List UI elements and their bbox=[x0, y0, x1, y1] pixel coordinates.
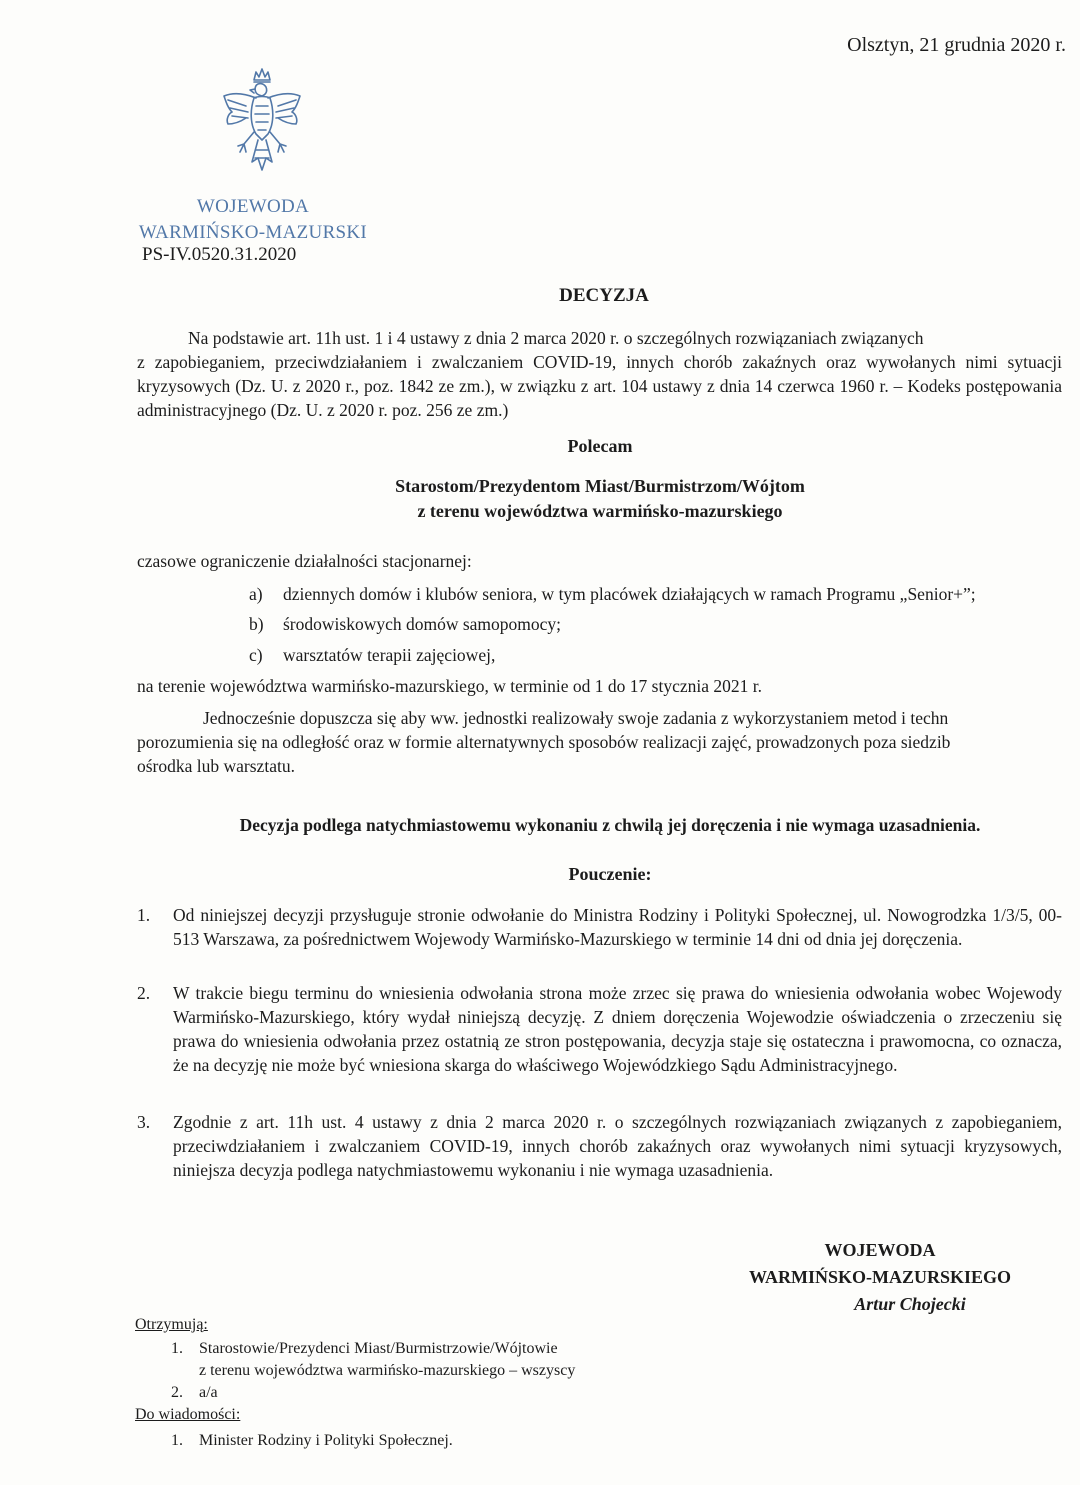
restriction-intro: czasowe ograniczenie działalności stacjonarnej: bbox=[137, 551, 472, 571]
restriction-item-a bbox=[249, 584, 1079, 605]
simultaneous-line-2: porozumienia się na odległość oraz w formie alternatywnych sposobów realizacji zajęć, prowadzonych poza siedzib bbox=[137, 732, 951, 752]
cc-item-1 bbox=[135, 1430, 695, 1452]
signature-block bbox=[730, 1237, 1030, 1318]
date-line: Olsztyn, 21 grudnia 2020 r. bbox=[847, 34, 1066, 56]
recipient-line-2: z terenu województwa warmińsko-mazurskiego – wszyscy bbox=[199, 1362, 576, 1379]
instruction-heading: Pouczenie: bbox=[568, 864, 652, 884]
restriction-item-letter: c) bbox=[249, 645, 263, 665]
recipients-section bbox=[135, 1314, 695, 1452]
order-verb: Polecam bbox=[567, 436, 633, 456]
restriction-item-letter: b) bbox=[249, 614, 264, 634]
recipient-line-1: a/a bbox=[199, 1384, 218, 1401]
immediate-execution-note: Decyzja podlega natychmiastowemu wykonaniu z chwilą jej doręczenia i nie wymaga uzasadnienia. bbox=[239, 815, 981, 835]
instruction-item-2 bbox=[137, 981, 1062, 1077]
instruction-item-text: W trakcie biegu terminu do wniesienia odwołania strona może zrzec się prawa do wniesienia odwołania wobec Wojewody Warmińsko-Mazurskiego, który wydał niniejszą decyzję. Z dniem doręczenia Wojewodzie oświadczenia o zrzeczeniu się prawa do wniesienia odwołania przez ostatnią ze stron postępowania, decyzja staje się ostateczna i prawomocna, co oznacza, że na decyzję nie może być wniesiona skarga do właściwego Wojewódzkiego Sądu Administracyjnego. bbox=[173, 983, 1062, 1075]
instruction-item-text: Od niniejszej decyzji przysługuje stronie odwołanie do Ministra Rodziny i Polityki Społecznej, ul. Nowogrodzka 1/3/5, 00-513 Warszawa, za pośrednictwem Wojewody Warmińsko-Mazurskiego w terminie 14 dni od dnia jej doręczenia. bbox=[173, 905, 1062, 949]
order-addressee bbox=[150, 474, 1050, 524]
restriction-item-letter: a) bbox=[249, 584, 263, 604]
restriction-item-c bbox=[249, 645, 1079, 666]
instruction-item-1 bbox=[137, 903, 1062, 951]
recipient-line-1: Starostowie/Prezydenci Miast/Burmistrzowie/Wójtowie bbox=[199, 1340, 558, 1357]
polish-eagle-emblem-icon bbox=[216, 66, 308, 178]
simultaneous-line-1: Jednocześnie dopuszcza się aby ww. jednostki realizowały swoje zadania z wykorzystaniem metod i techn bbox=[203, 708, 949, 728]
restriction-scope: na terenie województwa warmińsko-mazurskiego, w terminie od 1 do 17 stycznia 2021 r. bbox=[137, 676, 762, 696]
addressee-line-1: Starostom/Prezydentom Miast/Burmistrzom/Wójtom bbox=[395, 476, 805, 496]
recipient-item-2 bbox=[135, 1382, 695, 1404]
instruction-item-number: 2. bbox=[137, 983, 151, 1003]
restriction-item-text: dziennych domów i klubów seniora, w tym placówek działających w ramach Programu „Senior+”; bbox=[283, 584, 976, 604]
recipient-number: 1. bbox=[171, 1340, 183, 1357]
restriction-item-text: warsztatów terapii zajęciowej, bbox=[283, 645, 496, 665]
instruction-item-3 bbox=[137, 1110, 1062, 1182]
office-line-1: WOJEWODA bbox=[196, 196, 310, 217]
recipient-number: 2. bbox=[171, 1384, 183, 1401]
addressee-line-2: z terenu województwa warmińsko-mazurskiego bbox=[417, 501, 783, 521]
recipients-heading: Otrzymują: bbox=[135, 1316, 208, 1333]
preamble-line-1: Na podstawie art. 11h ust. 1 i 4 ustawy z dnia 2 marca 2020 r. o szczególnych rozwiązaniach związanych bbox=[188, 328, 924, 348]
restriction-item-b bbox=[249, 614, 1079, 635]
office-line-2: WARMIŃSKO-MAZURSKI bbox=[138, 222, 368, 243]
instruction-item-number: 1. bbox=[137, 905, 151, 925]
signature-title-line-1: WOJEWODA bbox=[824, 1240, 936, 1260]
recipient-item-1 bbox=[135, 1338, 695, 1382]
instruction-item-text: Zgodnie z art. 11h ust. 4 ustawy z dnia 2 marca 2020 r. o szczególnych rozwiązaniach związanych z zapobieganiem, przeciwdziałaniem i zwalczaniem COVID-19, innych chorób zakaźnych oraz wywołanych nimi sytuacji kryzysowych, niniejsza decyzja podlega natychmiastowemu wykonaniu i nie wymaga uzasadnienia. bbox=[173, 1112, 1062, 1180]
signatory-name: Artur Chojecki bbox=[854, 1294, 966, 1314]
document-title: DECYZJA bbox=[559, 285, 649, 306]
signature-title-line-2: WARMIŃSKO-MAZURSKIEGO bbox=[748, 1267, 1012, 1287]
instruction-item-number: 3. bbox=[137, 1112, 151, 1132]
simultaneous-paragraph bbox=[137, 706, 1072, 778]
cc-number: 1. bbox=[171, 1432, 183, 1449]
preamble bbox=[137, 326, 1062, 422]
issuing-office bbox=[118, 194, 388, 246]
cc-heading: Do wiadomości: bbox=[135, 1406, 241, 1423]
simultaneous-line-3: ośrodka lub warsztatu. bbox=[137, 756, 295, 776]
preamble-rest: z zapobieganiem, przeciwdziałaniem i zwalczaniem COVID-19, innych chorób zakaźnych oraz wywołanych nimi sytuacji kryzysowych (Dz. U. z 2020 r., poz. 1842 ze zm.), w związku z art. 104 ustawy z dnia 14 czerwca 1960 r. – Kodeks postępowania administracyjnego (Dz. U. z 2020 r. poz. 256 ze zm.) bbox=[137, 352, 1062, 420]
restriction-item-text: środowiskowych domów samopomocy; bbox=[283, 614, 562, 634]
cc-text: Minister Rodziny i Polityki Społecznej. bbox=[199, 1432, 453, 1449]
reference-number: PS-IV.0520.31.2020 bbox=[142, 244, 297, 265]
